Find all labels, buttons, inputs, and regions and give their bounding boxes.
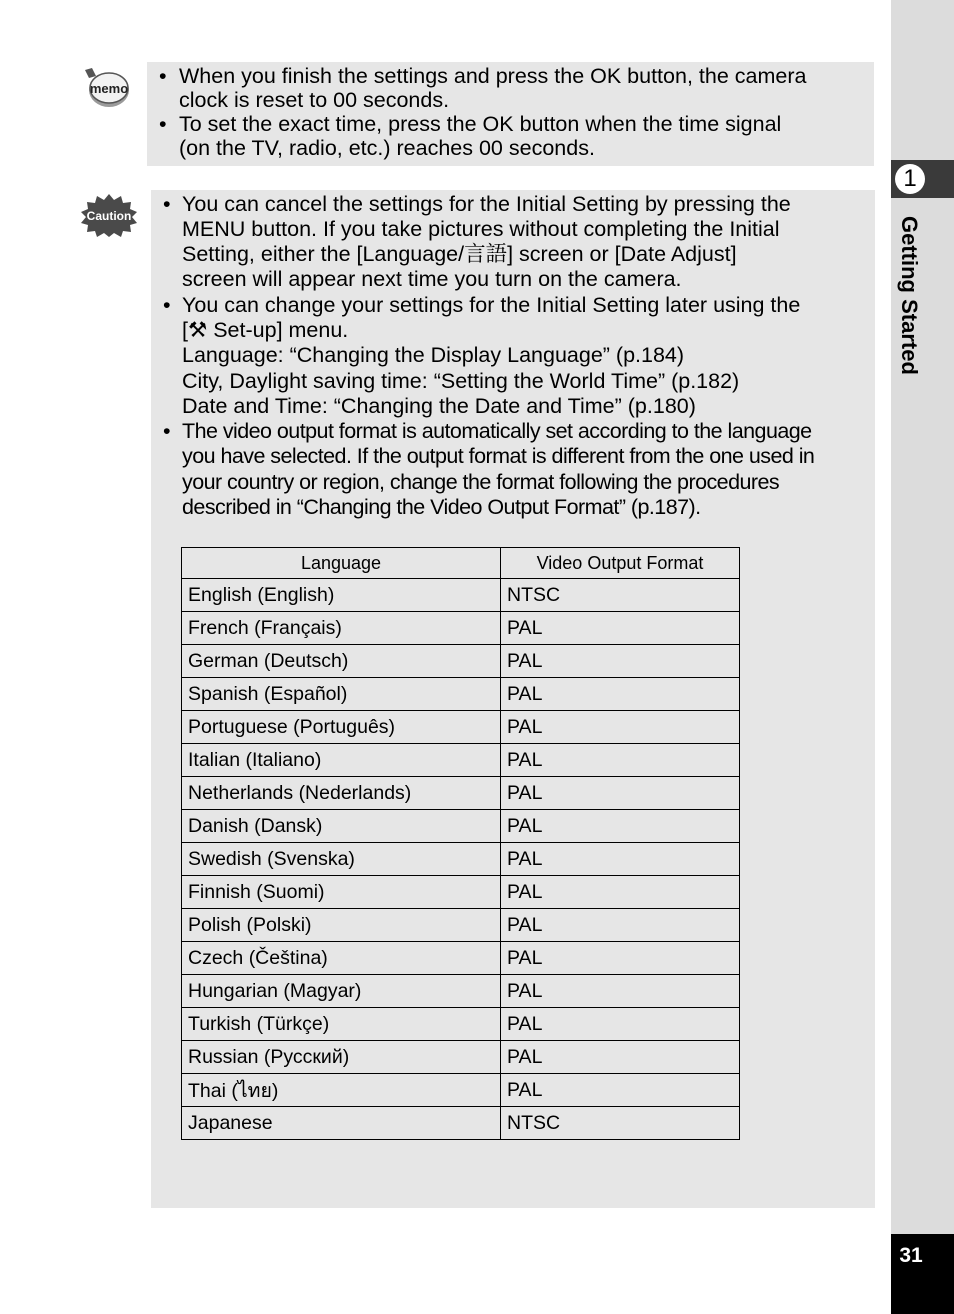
caution-bullet-3-dot: • (163, 419, 171, 443)
language-cell: Italian (Italiano) (182, 744, 501, 777)
caution-line: You can cancel the settings for the Initial Setting by pressing the (182, 192, 791, 216)
caution-icon (80, 193, 138, 237)
table-row (182, 1008, 740, 1041)
caution-line: screen will appear next time you turn on the camera. (182, 267, 682, 291)
table-row (182, 579, 740, 612)
chapter-number: 1 (895, 164, 925, 194)
table-row (182, 843, 740, 876)
language-cell: English (English) (182, 579, 501, 612)
format-cell: PAL (501, 645, 740, 678)
language-cell: Spanish (Español) (182, 678, 501, 711)
table-row (182, 1074, 740, 1107)
table-row (182, 612, 740, 645)
memo-icon-label: memo (89, 81, 129, 96)
table-row (182, 909, 740, 942)
caution-line: [⚒ Set-up] menu. (182, 318, 349, 342)
format-cell: PAL (501, 1074, 740, 1107)
caution-line: City, Daylight saving time: “Setting the World Time” (p.182) (182, 369, 740, 393)
language-cell: Hungarian (Magyar) (182, 975, 501, 1008)
format-cell: PAL (501, 612, 740, 645)
format-cell: NTSC (501, 1107, 740, 1140)
format-cell: PAL (501, 843, 740, 876)
language-cell: Swedish (Svenska) (182, 843, 501, 876)
format-cell: PAL (501, 975, 740, 1008)
caution-bullet-1-dot: • (163, 192, 171, 216)
table-row (182, 711, 740, 744)
language-cell: Portuguese (Português) (182, 711, 501, 744)
table-row (182, 810, 740, 843)
format-cell: PAL (501, 942, 740, 975)
caution-line: Setting, either the [Language/言語] screen or [Date Adjust] (182, 242, 737, 266)
format-cell: PAL (501, 810, 740, 843)
format-cell: PAL (501, 1008, 740, 1041)
table-row (182, 777, 740, 810)
language-cell: Thai (ไทย) (182, 1074, 501, 1107)
table-row (182, 876, 740, 909)
table-row (182, 744, 740, 777)
caution-line: described in “Changing the Video Output Format” (p.187). (182, 495, 701, 519)
video-output-table (181, 547, 740, 1140)
language-cell: German (Deutsch) (182, 645, 501, 678)
header-language: Language (182, 548, 501, 579)
language-cell: Russian (Русский) (182, 1041, 501, 1074)
caution-line: You can change your settings for the Initial Setting later using the (182, 293, 801, 317)
memo-icon (82, 66, 130, 110)
format-cell: PAL (501, 876, 740, 909)
table-row (182, 942, 740, 975)
caution-line: your country or region, change the format following the procedures (182, 470, 780, 494)
language-cell: Netherlands (Nederlands) (182, 777, 501, 810)
language-cell: Czech (Čeština) (182, 942, 501, 975)
format-cell: NTSC (501, 579, 740, 612)
language-cell: Finnish (Suomi) (182, 876, 501, 909)
caution-line: Date and Time: “Changing the Date and Time” (p.180) (182, 394, 696, 418)
table-row (182, 975, 740, 1008)
format-cell: PAL (501, 711, 740, 744)
language-cell: Danish (Dansk) (182, 810, 501, 843)
format-cell: PAL (501, 909, 740, 942)
table-header-row (182, 548, 740, 579)
caution-bullet-2-dot: • (163, 293, 171, 317)
caution-icon-label: Caution (86, 209, 132, 223)
table-row (182, 1041, 740, 1074)
language-cell: Japanese (182, 1107, 501, 1140)
page-number: 31 (899, 1244, 923, 1267)
language-cell: Turkish (Türkçe) (182, 1008, 501, 1041)
caution-line: Language: “Changing the Display Language” (p.184) (182, 343, 685, 367)
caution-line: you have selected. If the output format is different from the one used in (182, 444, 815, 468)
caution-line: MENU button. If you take pictures without completing the Initial (182, 217, 780, 241)
format-cell: PAL (501, 1041, 740, 1074)
caution-line: The video output format is automatically set according to the language (182, 419, 812, 443)
language-cell: Polish (Polski) (182, 909, 501, 942)
format-cell: PAL (501, 678, 740, 711)
header-video-output-format: Video Output Format (501, 548, 740, 579)
table-row (182, 645, 740, 678)
format-cell: PAL (501, 744, 740, 777)
language-cell: French (Français) (182, 612, 501, 645)
table-row (182, 678, 740, 711)
format-cell: PAL (501, 777, 740, 810)
table-row (182, 1107, 740, 1140)
chapter-title: Getting Started (897, 216, 922, 375)
